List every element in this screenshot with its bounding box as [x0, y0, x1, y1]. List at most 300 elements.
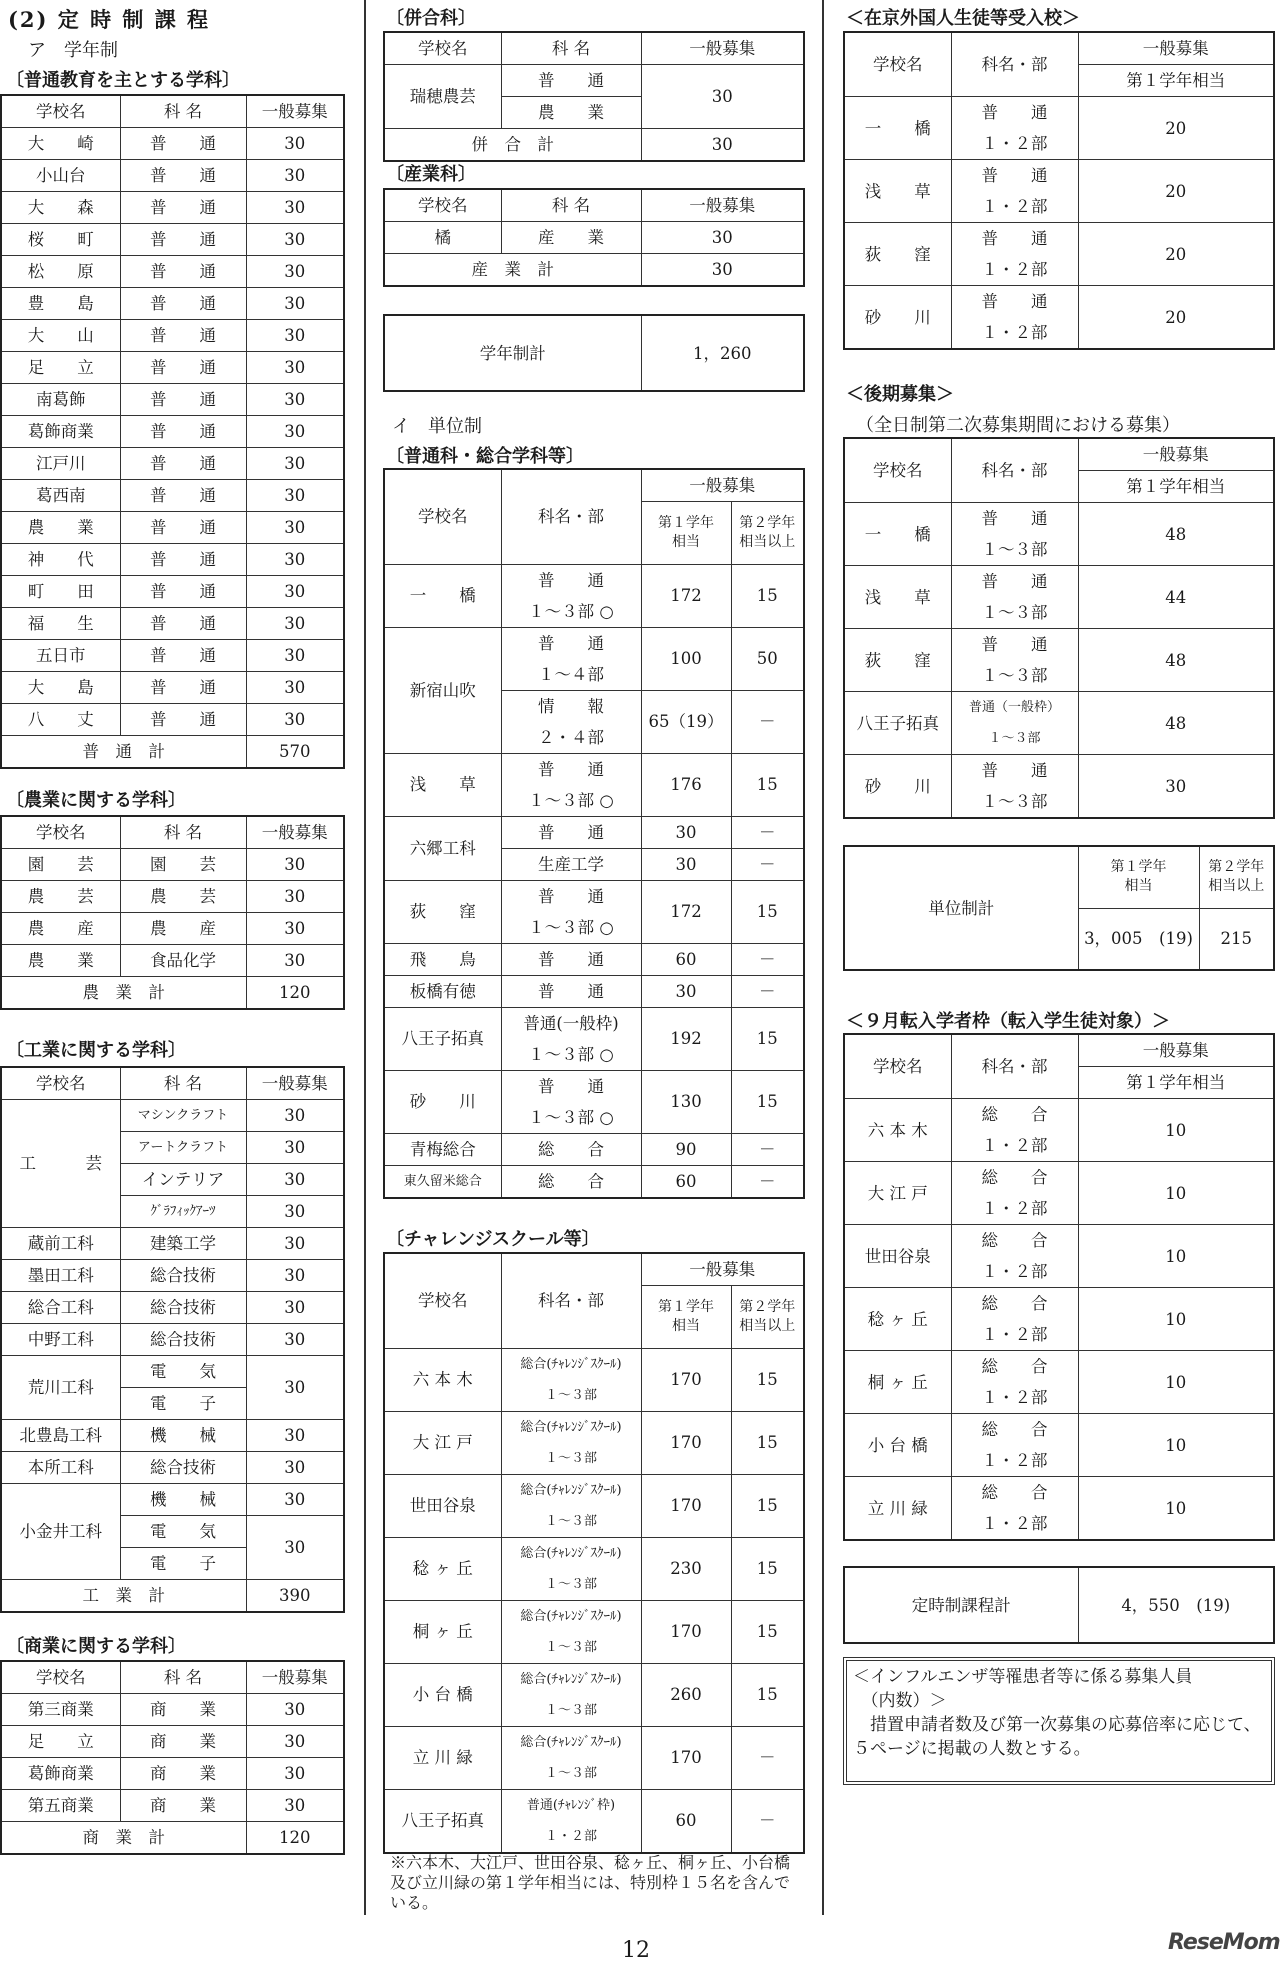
table-row — [384, 129, 804, 162]
table-cell: 商 業 計 — [1, 1822, 246, 1855]
table-cell: 普 通 — [120, 672, 246, 704]
table-cell: 普 通 １・２部 — [951, 286, 1078, 350]
table-cell: 五日市 — [1, 640, 120, 672]
table-cell: 15 — [731, 1007, 804, 1070]
table-cell: 15 — [731, 1474, 804, 1537]
table-cell: 青梅総合 — [384, 1133, 501, 1165]
table-row — [384, 32, 804, 65]
table-cell: 砂 川 — [844, 755, 951, 819]
table-cell: 30 — [641, 222, 804, 254]
table-row — [844, 223, 1274, 286]
table-row — [844, 1351, 1274, 1414]
table-row — [844, 1567, 1274, 1643]
page-number: 12 — [622, 1938, 650, 1963]
table-cell: 総 合 １・２部 — [951, 1099, 1078, 1162]
table-cell: 30 — [246, 1292, 344, 1324]
table-cell: 普 通 １～３部 — [951, 755, 1078, 819]
table-cell: 20 — [1078, 223, 1274, 286]
table-cell: 福 生 — [1, 608, 120, 640]
table-cell: － — [731, 816, 804, 848]
subsection-label: ア 学年制 — [28, 40, 118, 61]
koki-note: （全日制第二次募集期間における募集） — [856, 415, 1180, 436]
table-cell: 一般募集 — [641, 32, 804, 65]
table-row — [1, 736, 344, 769]
table-row — [844, 566, 1274, 629]
table-cell: 浅 草 — [844, 566, 951, 629]
table-cell: 学校名 — [384, 32, 501, 65]
table-cell: 192 — [641, 1007, 731, 1070]
table-row — [1, 1726, 344, 1758]
table-cell: 工 業 計 — [1, 1580, 246, 1613]
table-cell: 普 通 — [120, 288, 246, 320]
table-row — [384, 564, 804, 627]
table-cell: 15 — [731, 1070, 804, 1133]
table-cell: 170 — [641, 1600, 731, 1663]
table-cell: 170 — [641, 1474, 731, 1537]
table-row — [844, 1162, 1274, 1225]
table-cell: 普 通 — [501, 943, 641, 975]
table-cell: 30 — [246, 945, 344, 977]
table-cell: 葛飾商業 — [1, 416, 120, 448]
table-row — [1, 1356, 344, 1388]
table-cell: 10 — [1078, 1225, 1274, 1288]
table-cell: 学校名 — [1, 816, 120, 849]
table-cell: 総合技術 — [120, 1324, 246, 1356]
table-cell: 学校名 — [384, 1253, 501, 1348]
table-cell: 桐 ヶ 丘 — [844, 1351, 951, 1414]
table-cell: 砂 川 — [384, 1070, 501, 1133]
table-cell: 20 — [1078, 97, 1274, 160]
table-cell: 65（19） — [641, 690, 731, 753]
table-cell: － — [731, 975, 804, 1007]
table-cell: 板橋有徳 — [384, 975, 501, 1007]
table-cell: 砂 川 — [844, 286, 951, 350]
table-cell: 普 通 計 — [1, 736, 246, 769]
table-row — [1, 192, 344, 224]
table-cell: 120 — [246, 977, 344, 1010]
table-cell: 一般募集 — [1078, 32, 1274, 65]
table-row — [1, 881, 344, 913]
table-row — [384, 315, 804, 391]
table-cell: 電 子 — [120, 1388, 246, 1420]
table-cell: 科 名 — [501, 32, 641, 65]
table-row — [1, 448, 344, 480]
table-row — [384, 1789, 804, 1853]
table-row — [844, 1034, 1274, 1067]
heading-nogyo: 〔農業に関する学科〕 — [6, 790, 186, 811]
table-cell: 学校名 — [844, 1034, 951, 1099]
table-cell: 学校名 — [1, 1661, 120, 1694]
table-cell: 普 通 — [120, 384, 246, 416]
table-cell: 大 江 戸 — [384, 1411, 501, 1474]
table-row — [1, 1260, 344, 1292]
table-cell: 普 通 — [120, 704, 246, 736]
table-cell: 町 田 — [1, 576, 120, 608]
table-cell: 一 橋 — [844, 503, 951, 566]
table-row — [1, 1100, 344, 1132]
table-cell: 30 — [246, 1132, 344, 1164]
table-cell: 15 — [731, 1411, 804, 1474]
heading-sangyo: 〔産業科〕 — [386, 164, 476, 185]
table-cell: 商 業 — [120, 1758, 246, 1790]
table-cell: 科名・部 — [951, 32, 1078, 97]
table-row — [1, 1790, 344, 1822]
table-cell: 30 — [246, 192, 344, 224]
table-cell: 総合(ﾁｬﾚﾝｼﾞｽｸｰﾙ) １～３部 — [501, 1726, 641, 1789]
table-row — [384, 975, 804, 1007]
table-row — [844, 1477, 1274, 1541]
table-cell: 30 — [246, 448, 344, 480]
table-cell: 普 通 — [120, 128, 246, 160]
table-cell: マシンクラフト — [120, 1100, 246, 1132]
table-cell: 普 通 — [120, 352, 246, 384]
heading-heigo: 〔併合科〕 — [386, 8, 476, 29]
table-cell: 15 — [731, 880, 804, 943]
table-cell: 30 — [246, 416, 344, 448]
table-cell: 第２学年 相当以上 — [1199, 846, 1274, 908]
table-cell: 桜 町 — [1, 224, 120, 256]
table-cell: 30 — [246, 512, 344, 544]
table-row — [1, 1822, 344, 1855]
table-row — [384, 222, 804, 254]
table-cell: 30 — [246, 1356, 344, 1420]
table-cell: 情 報 ２・４部 — [501, 690, 641, 753]
table-cell: 定時制課程計 — [844, 1567, 1078, 1643]
table-cell: 電 子 — [120, 1548, 246, 1580]
table-cell: 六郷工科 — [384, 816, 501, 880]
table-cell: 15 — [731, 564, 804, 627]
table-row — [1, 1420, 344, 1452]
table-cell: 普 通 １～４部 — [501, 627, 641, 690]
influenza-note-title: ＜インフルエンザ等罹患者等に係る募集人員 （内数）＞ — [853, 1667, 1193, 1711]
table-cell: 蔵前工科 — [1, 1228, 120, 1260]
table-cell: 橘 — [384, 222, 501, 254]
table-cell: 機 械 — [120, 1484, 246, 1516]
table-cell: 普 通 — [120, 544, 246, 576]
table-cell: 30 — [641, 65, 804, 129]
table-cell: 中野工科 — [1, 1324, 120, 1356]
table-cell: 普 通 — [120, 448, 246, 480]
table-row — [384, 627, 804, 690]
heading-koki: ＜後期募集＞ — [846, 384, 954, 405]
table-cell: 30 — [641, 975, 731, 1007]
table-cell: 総 合 — [501, 1165, 641, 1198]
table-cell: 170 — [641, 1411, 731, 1474]
table-cell: 足 立 — [1, 352, 120, 384]
table-cell: 普 通 １・２部 — [951, 160, 1078, 223]
table-cell: 小 台 橋 — [384, 1663, 501, 1726]
table-cell: 10 — [1078, 1414, 1274, 1477]
table-cell: 30 — [641, 129, 804, 162]
table-cell: 足 立 — [1, 1726, 120, 1758]
column-divider — [364, 0, 366, 1915]
influenza-note-body: 措置申請者数及び第一次募集の応募倍率に応じて、５ページに掲載の人数とする。 — [853, 1715, 1261, 1759]
influenza-note-box — [843, 1657, 1275, 1785]
table-cell: 48 — [1078, 503, 1274, 566]
table-cell: 大 江 戸 — [844, 1162, 951, 1225]
table-row — [384, 1070, 804, 1133]
table-cell: 普 通 — [501, 65, 641, 97]
table-row — [384, 880, 804, 943]
table-cell: 50 — [731, 627, 804, 690]
table-cell: 浅 草 — [844, 160, 951, 223]
table-cell: 260 — [641, 1663, 731, 1726]
table-cell: 普 通 — [501, 975, 641, 1007]
table-nogyo — [0, 815, 345, 1010]
table-futsu — [0, 94, 345, 769]
table-sept — [843, 1033, 1275, 1541]
table-row — [844, 1288, 1274, 1351]
heading-zaikyo: ＜在京外国人生徒等受入校＞ — [846, 8, 1080, 29]
table-cell: 荒川工科 — [1, 1356, 120, 1420]
table-cell: 商 業 — [120, 1694, 246, 1726]
table-row — [844, 160, 1274, 223]
table-cell: 15 — [731, 753, 804, 816]
table-cell: 総合技術 — [120, 1292, 246, 1324]
table-cell: 総合(ﾁｬﾚﾝｼﾞｽｸｰﾙ) １～３部 — [501, 1537, 641, 1600]
table-cell: 30 — [246, 352, 344, 384]
table-cell: 44 — [1078, 566, 1274, 629]
table-row — [1, 977, 344, 1010]
table-cell: アートクラフト — [120, 1132, 246, 1164]
table-cell: 一般募集 — [246, 1661, 344, 1694]
table-cell: 1，260 — [641, 315, 804, 391]
table-cell: 30 — [246, 640, 344, 672]
table-cell: ｸﾞﾗﾌｨｯｸｱｰﾂ — [120, 1196, 246, 1228]
table-cell: 30 — [641, 254, 804, 287]
table-cell: 30 — [246, 1420, 344, 1452]
table-row — [844, 692, 1274, 755]
table-row — [1, 256, 344, 288]
heading-kogyo: 〔工業に関する学科〕 — [6, 1040, 186, 1061]
table-challenge — [383, 1252, 805, 1854]
table-cell: － — [731, 1789, 804, 1853]
table-row — [384, 1600, 804, 1663]
table-cell: 普 通 １・２部 — [951, 97, 1078, 160]
table-row — [1, 480, 344, 512]
heading-futsu-sogo: 〔普通科・総合学科等〕 — [386, 446, 584, 467]
table-cell: 第１学年相当 — [1078, 471, 1274, 503]
table-cell: 学校名 — [844, 32, 951, 97]
table-row — [1, 1661, 344, 1694]
table-cell: 第２学年 相当以上 — [731, 1286, 804, 1349]
table-cell: 立 川 緑 — [844, 1477, 951, 1541]
table-cell: 30 — [246, 544, 344, 576]
table-cell: 農 業 — [501, 97, 641, 129]
table-row — [1, 816, 344, 849]
table-row — [384, 1726, 804, 1789]
table-row — [844, 438, 1274, 471]
table-cell: 普 通 — [120, 608, 246, 640]
table-row — [844, 286, 1274, 350]
table-row — [1, 1067, 344, 1100]
table-cell: 総 合 １・２部 — [951, 1351, 1078, 1414]
table-cell: 生産工学 — [501, 848, 641, 880]
heading-sept: ＜９月転入学者枠（転入学生徒対象）＞ — [846, 1011, 1170, 1032]
table-row — [384, 1165, 804, 1198]
table-cell: 普 通 １～３部 — [951, 503, 1078, 566]
table-cell: 併 合 計 — [384, 129, 641, 162]
table-cell: 30 — [246, 913, 344, 945]
table-cell: 30 — [246, 1228, 344, 1260]
table-teiji-total — [843, 1566, 1275, 1644]
table-cell: 総合工科 — [1, 1292, 120, 1324]
table-row — [1, 704, 344, 736]
table-cell: 八 丈 — [1, 704, 120, 736]
table-cell: 30 — [246, 881, 344, 913]
table-cell: 172 — [641, 880, 731, 943]
table-cell: 一般募集 — [1078, 1034, 1274, 1067]
table-cell: 総合技術 — [120, 1452, 246, 1484]
table-cell: 飛 鳥 — [384, 943, 501, 975]
table-cell: 一般募集 — [1078, 438, 1274, 471]
table-cell: 30 — [246, 1100, 344, 1132]
table-row — [1, 1580, 344, 1613]
table-cell: 普 通 — [120, 192, 246, 224]
table-tani-total — [843, 845, 1275, 971]
heading-challenge: 〔チャレンジスクール等〕 — [386, 1229, 600, 1250]
table-cell: 30 — [246, 1164, 344, 1196]
table-cell: 大 崎 — [1, 128, 120, 160]
table-row — [844, 32, 1274, 65]
table-cell: 30 — [246, 1694, 344, 1726]
table-row — [1, 913, 344, 945]
table-cell: 第２学年 相当以上 — [731, 502, 804, 565]
table-cell: 総 合 １・２部 — [951, 1477, 1078, 1541]
table-row — [384, 1253, 804, 1286]
table-cell: 30 — [246, 608, 344, 640]
table-cell: 園 芸 — [120, 849, 246, 881]
table-cell: 農 産 — [120, 913, 246, 945]
table-row — [384, 816, 804, 848]
table-futsu-sogo — [383, 468, 805, 1199]
table-cell: 48 — [1078, 629, 1274, 692]
table-cell: 30 — [1078, 755, 1274, 819]
table-cell: 世田谷泉 — [844, 1225, 951, 1288]
table-cell: 30 — [246, 480, 344, 512]
table-cell: 神 代 — [1, 544, 120, 576]
table-cell: 総 合 １・２部 — [951, 1162, 1078, 1225]
table-cell: 科 名 — [501, 189, 641, 222]
table-cell: 390 — [246, 1580, 344, 1613]
table-cell: 30 — [246, 1790, 344, 1822]
table-row — [1, 1484, 344, 1516]
table-row — [384, 1348, 804, 1411]
table-cell: 170 — [641, 1348, 731, 1411]
table-cell: 総合(ﾁｬﾚﾝｼﾞｽｸｰﾙ) １～３部 — [501, 1348, 641, 1411]
table-cell: 120 — [246, 1822, 344, 1855]
table-cell: 30 — [246, 384, 344, 416]
table-cell: 普 通 — [120, 416, 246, 448]
table-cell: 江戸川 — [1, 448, 120, 480]
table-cell: 学校名 — [1, 1067, 120, 1100]
table-cell: 北豊島工科 — [1, 1420, 120, 1452]
table-cell: 30 — [641, 816, 731, 848]
table-cell: 本所工科 — [1, 1452, 120, 1484]
table-cell: 20 — [1078, 286, 1274, 350]
table-cell: 葛西南 — [1, 480, 120, 512]
table-cell: 八王子拓真 — [384, 1007, 501, 1070]
table-cell: 30 — [246, 128, 344, 160]
table-row — [1, 544, 344, 576]
table-cell: 普通(一般枠) １～３部 ○ — [501, 1007, 641, 1070]
table-cell: 10 — [1078, 1288, 1274, 1351]
table-cell: 普 通 — [120, 480, 246, 512]
table-row — [384, 1133, 804, 1165]
table-cell: 30 — [641, 848, 731, 880]
table-cell: 科名・部 — [951, 438, 1078, 503]
table-cell: 商 業 — [120, 1726, 246, 1758]
table-row — [844, 1099, 1274, 1162]
table-cell: 稔 ヶ 丘 — [844, 1288, 951, 1351]
table-cell: － — [731, 848, 804, 880]
table-cell: 食品化学 — [120, 945, 246, 977]
table-row — [384, 469, 804, 502]
table-cell: 10 — [1078, 1099, 1274, 1162]
table-cell: 一般募集 — [641, 189, 804, 222]
table-cell: 20 — [1078, 160, 1274, 223]
table-cell: 15 — [731, 1600, 804, 1663]
table-cell: 農 芸 — [120, 881, 246, 913]
table-gakunen-total — [383, 314, 805, 392]
table-row — [1, 1324, 344, 1356]
table-row — [844, 503, 1274, 566]
table-cell: 園 芸 — [1, 849, 120, 881]
table-row — [1, 352, 344, 384]
table-cell: 30 — [246, 1758, 344, 1790]
table-cell: 90 — [641, 1133, 731, 1165]
table-cell: 170 — [641, 1726, 731, 1789]
table-row — [1, 416, 344, 448]
table-cell: 普 通 １～３部 ○ — [501, 564, 641, 627]
table-row — [1, 1452, 344, 1484]
table-cell: 科 名 — [120, 816, 246, 849]
table-cell: 産 業 — [501, 222, 641, 254]
table-cell: 普 通 — [120, 576, 246, 608]
table-cell: 普 通 １～３部 — [951, 629, 1078, 692]
table-row — [384, 1007, 804, 1070]
table-cell: 30 — [246, 256, 344, 288]
table-cell: 130 — [641, 1070, 731, 1133]
table-cell: － — [731, 1726, 804, 1789]
table-row — [1, 849, 344, 881]
table-row — [384, 753, 804, 816]
table-cell: 普 通 １～３部 ○ — [501, 753, 641, 816]
table-cell: 総合(ﾁｬﾚﾝｼﾞｽｸｰﾙ) １～３部 — [501, 1600, 641, 1663]
table-cell: 60 — [641, 1165, 731, 1198]
table-cell: 一般募集 — [641, 469, 804, 502]
table-row — [1, 1758, 344, 1790]
table-cell: 176 — [641, 753, 731, 816]
table-cell: 小 台 橋 — [844, 1414, 951, 1477]
table-cell: 普 通 — [120, 224, 246, 256]
table-cell: 農 業 — [1, 945, 120, 977]
table-cell: インテリア — [120, 1164, 246, 1196]
table-row — [1, 1228, 344, 1260]
table-cell: 総 合 １・２部 — [951, 1288, 1078, 1351]
table-cell: 普通(ﾁｬﾚﾝｼﾞ枠) １・２部 — [501, 1789, 641, 1853]
table-row — [1, 320, 344, 352]
table-cell: 一般募集 — [246, 95, 344, 128]
table-cell: 新宿山吹 — [384, 627, 501, 753]
table-cell: 60 — [641, 943, 731, 975]
table-cell: 総 合 — [501, 1133, 641, 1165]
table-row — [1, 95, 344, 128]
table-cell: 葛飾商業 — [1, 1758, 120, 1790]
table-row — [384, 254, 804, 287]
table-cell: 普通（一般枠） １～３部 — [951, 692, 1078, 755]
table-cell: 大 森 — [1, 192, 120, 224]
